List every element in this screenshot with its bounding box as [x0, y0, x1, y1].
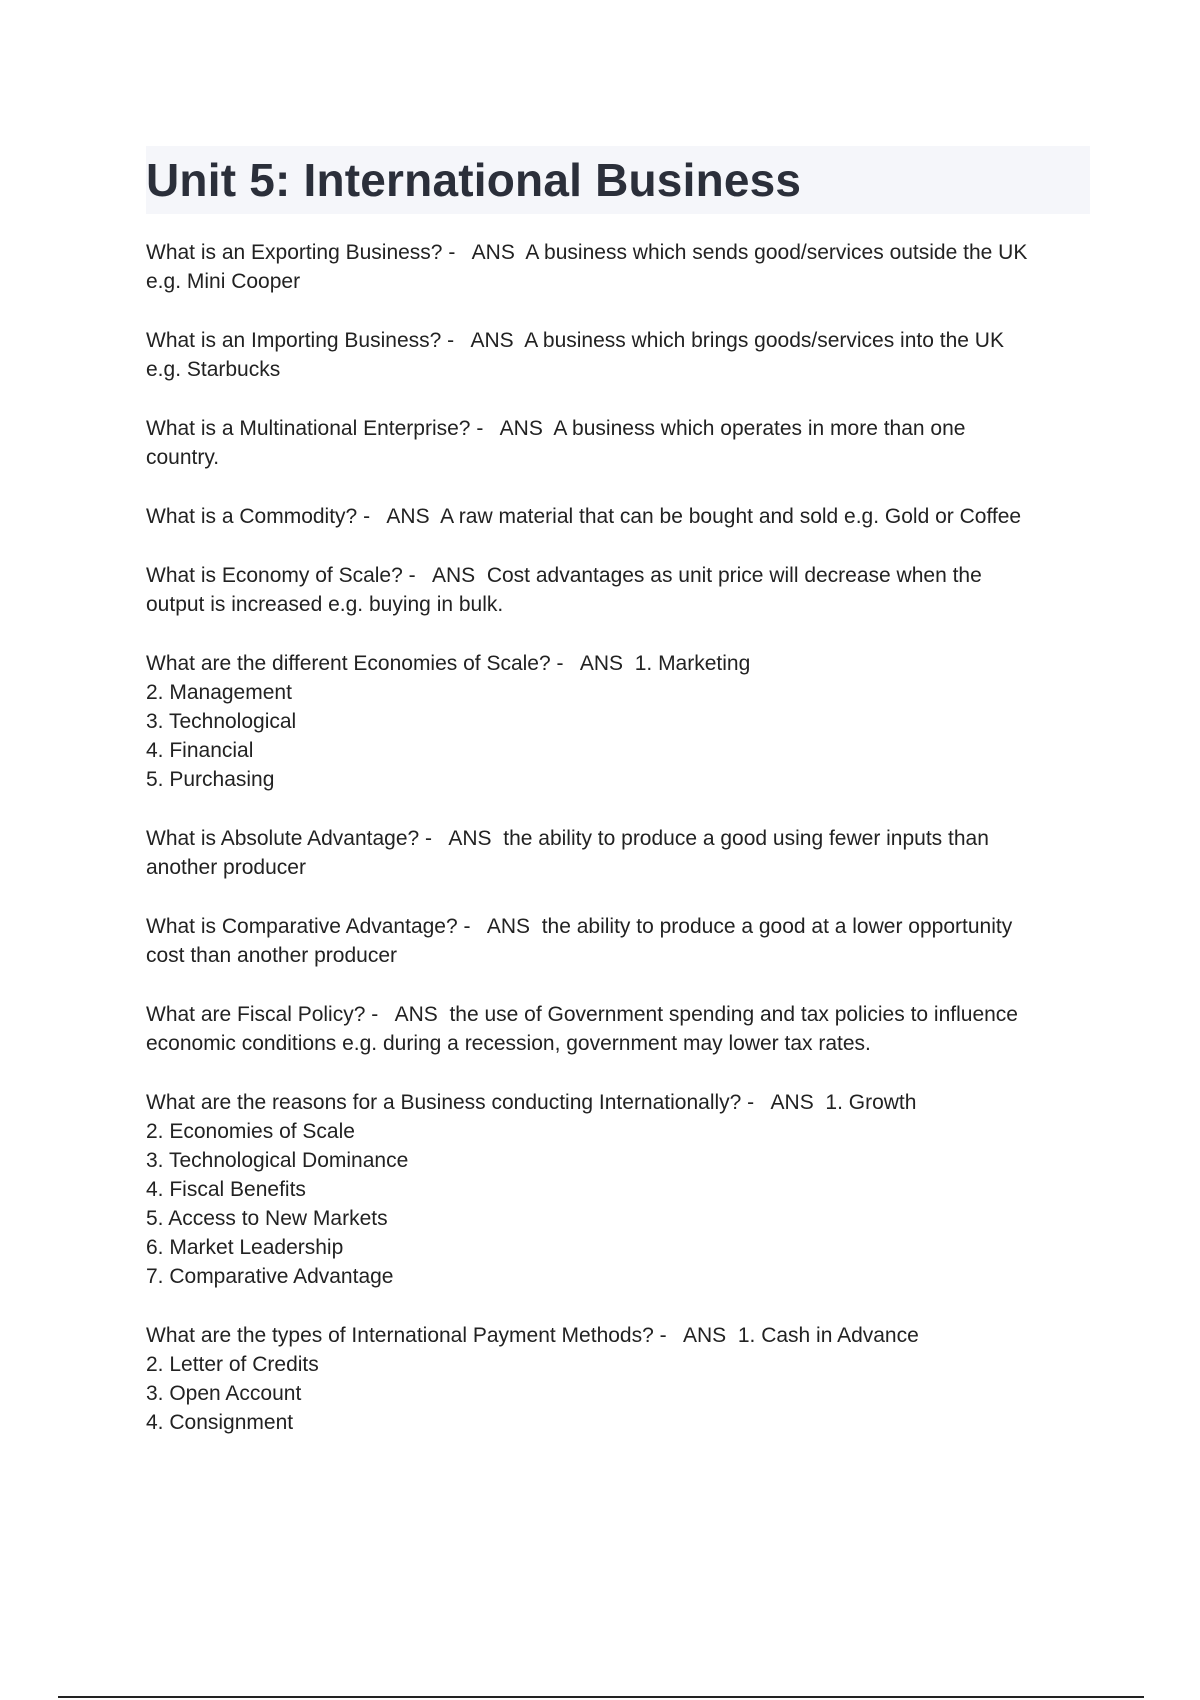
- question-text: What is an Importing Business? -: [146, 329, 455, 352]
- question-text: What is an Exporting Business? -: [146, 241, 456, 264]
- ans-label: ANS: [770, 1091, 814, 1114]
- answer-list-item: 4. Consignment: [146, 1411, 294, 1434]
- answer-list-item: 6. Market Leadership: [146, 1236, 344, 1259]
- qa-first-line: [146, 326, 1090, 355]
- answer-text: A business which sends good/services outside the UK: [525, 241, 1028, 264]
- qa-item: [146, 238, 1090, 296]
- qa-list: [146, 238, 1090, 1437]
- answer-list-item: 3. Open Account: [146, 1382, 302, 1405]
- answer-list-item: 5. Purchasing: [146, 768, 275, 791]
- qa-item: [146, 912, 1090, 970]
- ans-label: ANS: [394, 1003, 438, 1026]
- qa-item: [146, 824, 1090, 882]
- answer-text: 1. Cash in Advance: [737, 1324, 919, 1347]
- question-text: What is a Commodity? -: [146, 505, 371, 528]
- answer-text: 1. Growth: [825, 1091, 917, 1114]
- answer-continuation: e.g. Mini Cooper: [146, 270, 301, 293]
- ans-label: ANS: [486, 915, 531, 938]
- ans-label: ANS: [499, 417, 543, 440]
- ans-label: ANS: [579, 652, 624, 675]
- qa-item: [146, 1088, 1090, 1291]
- qa-first-line: [146, 238, 1090, 267]
- qa-first-line: [146, 912, 1090, 941]
- question-text: What is Comparative Advantage? -: [146, 915, 471, 938]
- page-footer-divider: [58, 1696, 1144, 1698]
- answer-continuation: cost than another producer: [146, 944, 397, 967]
- answer-text: 1. Marketing: [634, 652, 751, 675]
- answer-list-item: 2. Management: [146, 681, 292, 704]
- answer-continuation: output is increased e.g. buying in bulk.: [146, 593, 504, 616]
- qa-item: [146, 326, 1090, 384]
- answer-list-item: 4. Financial: [146, 739, 254, 762]
- question-text: What is a Multinational Enterprise? -: [146, 417, 484, 440]
- answer-list-item: 5. Access to New Markets: [146, 1207, 388, 1230]
- question-text: What are the different Economies of Scale? -: [146, 652, 564, 675]
- answer-list-item: 7. Comparative Advantage: [146, 1265, 394, 1288]
- qa-item: [146, 1321, 1090, 1437]
- answer-text: the ability to produce a good at a lower opportunity: [541, 915, 1013, 938]
- ans-label: ANS: [682, 1324, 727, 1347]
- qa-first-line: [146, 649, 1090, 678]
- qa-first-line: [146, 502, 1090, 531]
- answer-continuation: another producer: [146, 856, 306, 879]
- question-text: What is Absolute Advantage? -: [146, 827, 433, 850]
- question-text: What is Economy of Scale? -: [146, 564, 416, 587]
- answer-text: A raw material that can be bought and sold e.g. Gold or Coffee: [440, 505, 1022, 528]
- answer-text: A business which operates in more than one: [553, 417, 966, 440]
- answer-list-item: 4. Fiscal Benefits: [146, 1178, 306, 1201]
- answer-continuation: economic conditions e.g. during a recession, government may lower tax rates.: [146, 1032, 871, 1055]
- qa-first-line: [146, 414, 1090, 443]
- answer-list-item: 3. Technological Dominance: [146, 1149, 409, 1172]
- answer-list-item: 3. Technological: [146, 710, 297, 733]
- qa-first-line: [146, 824, 1090, 853]
- ans-label: ANS: [448, 827, 492, 850]
- qa-item: [146, 414, 1090, 472]
- answer-text: A business which brings goods/services into the UK: [524, 329, 1004, 352]
- ans-label: ANS: [471, 241, 515, 264]
- qa-item: [146, 502, 1090, 531]
- qa-item: [146, 649, 1090, 794]
- ans-label: ANS: [431, 564, 476, 587]
- answer-list-item: 2. Economies of Scale: [146, 1120, 355, 1143]
- qa-first-line: [146, 1000, 1090, 1029]
- qa-first-line: [146, 1088, 1090, 1117]
- question-text: What are the types of International Payment Methods? -: [146, 1324, 667, 1347]
- page-title: Unit 5: International Business: [146, 154, 802, 206]
- answer-continuation: e.g. Starbucks: [146, 358, 281, 381]
- qa-first-line: [146, 561, 1090, 590]
- answer-text: the ability to produce a good using fewer inputs than: [503, 827, 989, 850]
- qa-first-line: [146, 1321, 1090, 1350]
- answer-text: the use of Government spending and tax policies to influence: [449, 1003, 1018, 1026]
- answer-continuation: country.: [146, 446, 220, 469]
- question-text: What are Fiscal Policy? -: [146, 1003, 379, 1026]
- answer-text: Cost advantages as unit price will decrease when the: [486, 564, 982, 587]
- qa-item: [146, 561, 1090, 619]
- ans-label: ANS: [470, 329, 514, 352]
- document-page: [146, 146, 1090, 1467]
- answer-list-item: 2. Letter of Credits: [146, 1353, 319, 1376]
- ans-label: ANS: [386, 505, 430, 528]
- title-bar: [146, 146, 1090, 214]
- question-text: What are the reasons for a Business conducting Internationally? -: [146, 1091, 755, 1114]
- qa-item: [146, 1000, 1090, 1058]
